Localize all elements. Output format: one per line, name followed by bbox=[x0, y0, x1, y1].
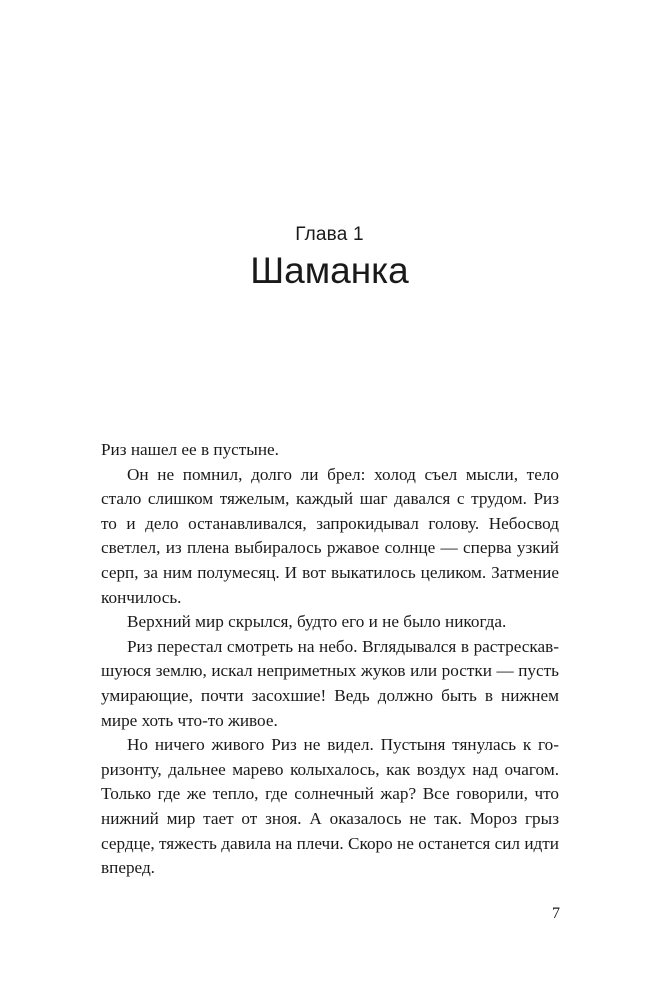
chapter-body bbox=[101, 438, 559, 881]
paragraph: Он не помнил, долго ли брел: холод съел мысли, тело стало слишком тяжелым, каждый шаг давался с трудом. Риз то и дело останавливался, запрокидывал голову. Небосвод светлел, из плена выбиралось ржавое солнце — сперва узкий серп, за ним полумесяц. И вот выкатилось целиком. Затмение кончилось. bbox=[101, 464, 559, 607]
paragraph: Риз перестал смотреть на небо. Вглядывался в растрескавшуюся землю, искал неприметных жуков или ростки — пусть умирающие, почти засохшие! Ведь должно быть в нижнем мире хоть что-то живое. bbox=[101, 636, 559, 730]
paragraph: Но ничего живого Риз не видел. Пустыня тянулась к горизонту, дальнее марево колыхалось, как воздух над очагом. Только где же тепло, где солнечный жар? Все говорили, что нижний мир тает от зноя. А оказалось не так. Мороз грыз сердце, тяжесть давила на плечи. Скоро не останется сил идти вперед. bbox=[101, 735, 559, 878]
paragraph: Риз нашел ее в пустыне. bbox=[101, 440, 279, 459]
page-number: 7 bbox=[552, 905, 560, 922]
chapter-title: Шаманка bbox=[250, 250, 409, 291]
chapter-label: Глава 1 bbox=[295, 224, 364, 245]
paragraph: Верхний мир скрылся, будто его и не было никогда. bbox=[127, 612, 507, 632]
